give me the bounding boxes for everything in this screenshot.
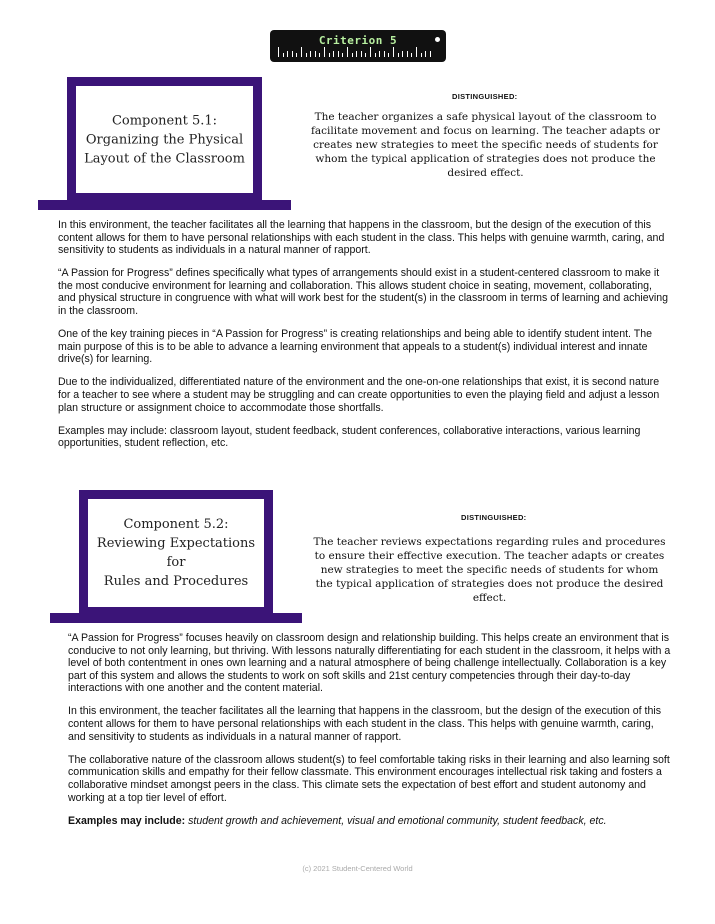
ruler-tick (319, 53, 320, 57)
ruler-tick (278, 47, 279, 57)
ruler-tick (370, 47, 371, 57)
banner-dot-icon (435, 37, 440, 42)
ruler-tick (393, 47, 394, 57)
distinguished-label-5-2: DISTINGUISHED: (461, 513, 527, 522)
ruler-tick (430, 51, 431, 57)
ruler-tick (310, 51, 311, 57)
component-5-1-number: Component 5.1: (111, 113, 218, 128)
paragraph: One of the key training pieces in “A Passion for Progress” is creating relationships and being able to identify student intent. The main purpose of this is to be able to advance a learning environment that appeals to a student(s) individual interest and innate drive(s) for learning. (58, 328, 652, 366)
examples-list: student growth and achievement, visual and emotional community, student feedback, etc. (185, 814, 607, 827)
paragraph: “A Passion for Progress” defines specifically what types of arrangements should exist in a student-centered classroom to make it the most conducive environment for learning and collaboration. This allows student choice in seating, movement, collaborating, and physical structure in congruence with what will work best for the student(s) in the classroom in terms of learning and achieving in the classroom. (58, 267, 669, 318)
component-5-2-title (88, 515, 264, 591)
paragraph: Due to the individualized, differentiated nature of the environment and the one-on-one relationships that exist, it is second nature for a teacher to see where a student may be struggling and can create opportunities to even the playing field and adjust a lesson plan structure or assignment choice to accommodate those shortfalls. (58, 376, 660, 414)
ruler-tick (411, 53, 412, 57)
criterion-banner (270, 30, 446, 62)
ruler-tick (379, 51, 380, 57)
ruler-tick (388, 53, 389, 57)
component-5-1-frame (67, 77, 262, 202)
ruler-tick (375, 53, 376, 57)
component-5-1-title-line-1: Organizing the Physical (85, 132, 244, 147)
ruler-tick (287, 51, 288, 57)
component-5-2-stand (50, 613, 302, 623)
ruler-tick (347, 47, 348, 57)
distinguished-text-5-1: The teacher organizes a safe physical layout of the classroom to facilitate movement and focus on learning. The teacher adapts or creates new strategies to meet the specific needs of students for whom the typical application of strategies does not produce the desired effect. (311, 111, 660, 179)
component-5-2-body (68, 632, 673, 838)
ruler-tick (338, 51, 339, 57)
ruler-tick (425, 51, 426, 57)
ruler-tick (306, 53, 307, 57)
component-5-2-title-line-1: Reviewing Expectations for (96, 536, 256, 570)
ruler-tick (292, 51, 293, 57)
ruler-tick (329, 53, 330, 57)
component-5-1-stand (38, 200, 291, 210)
ruler-tick (402, 51, 403, 57)
ruler-tick (315, 51, 316, 57)
distinguished-text-5-2: The teacher reviews expectations regarding rules and procedures to ensure their effective execution. The teacher adapts or creates new strategies to meet the specific needs of students for whom the typical application of strategies does not produce the desired effect. (313, 536, 666, 604)
component-5-2-title-line-2: Rules and Procedures (103, 574, 249, 589)
ruler-tick (356, 51, 357, 57)
component-5-1-title-line-2: Layout of the Classroom (84, 151, 245, 166)
examples-paragraph (68, 815, 673, 828)
ruler-tick (416, 47, 417, 57)
ruler-tick (352, 53, 353, 57)
component-5-1-body (58, 219, 670, 460)
ruler-tick (361, 51, 362, 57)
examples-paragraph: Examples may include: classroom layout, student feedback, student conferences, collaborative interactions, various learning opportunities, student reflection, etc. (58, 424, 641, 450)
paragraph: “A Passion for Progress” focuses heavily on classroom design and relationship building. This helps create an environment that is conducive to not only learning, but thriving. With lessons naturally differentiating for each student in the classroom, it helps with a level of both contentment in ones own learning and a natural atmosphere of being challenge intellectually. Collaboration is a key part of this system and allows the students to work on soft skills and 21st century competencies through their day-to-day interactions with one another and the content material. (68, 632, 671, 695)
ruler-tick (296, 53, 297, 57)
ruler-tick (342, 53, 343, 57)
ruler-tick (365, 53, 366, 57)
paragraph: The collaborative nature of the classroom allows student(s) to feel comfortable taking risks in their learning and also learning soft communication skills and empathy for their fellow classmate. This environment encourages intellectual risk taking and fosters a collaborative mindset amongst peers in the class. This climate sets the expectation of best effort and student autonomy and working at a top tier level of effort. (68, 753, 670, 804)
ruler-tick (324, 47, 325, 57)
copyright-footer: (c) 2021 Student-Centered World (302, 864, 413, 873)
criterion-title: Criterion 5 (318, 34, 398, 47)
ruler-tick (407, 51, 408, 57)
paragraph: In this environment, the teacher facilitates all the learning that happens in the classroom, but the design of the execution of this content allows for them to have personal relationships with each student in the class. This helps with genuine warmth, caring, and sensitivity to students as individuals in a natural manner of rapport. (68, 705, 662, 743)
ruler-tick (301, 47, 302, 57)
ruler-tick (333, 51, 334, 57)
component-5-2-number: Component 5.2: (123, 517, 229, 532)
ruler-tick (421, 53, 422, 57)
ruler-tick (398, 53, 399, 57)
ruler-tick (283, 53, 284, 57)
component-5-1-title (76, 111, 253, 168)
distinguished-label-5-1: DISTINGUISHED: (452, 92, 518, 101)
ruler-icon (278, 47, 438, 57)
paragraph: In this environment, the teacher facilitates all the learning that happens in the classroom, but the design of the execution of this content allows for them to have personal relationships with each student in the class. This helps with genuine warmth, caring, and sensitivity to students as individuals in a natural manner of rapport. (58, 219, 665, 257)
component-5-2-frame (79, 490, 273, 616)
examples-lead: Examples may include: (68, 814, 186, 827)
ruler-tick (384, 51, 385, 57)
